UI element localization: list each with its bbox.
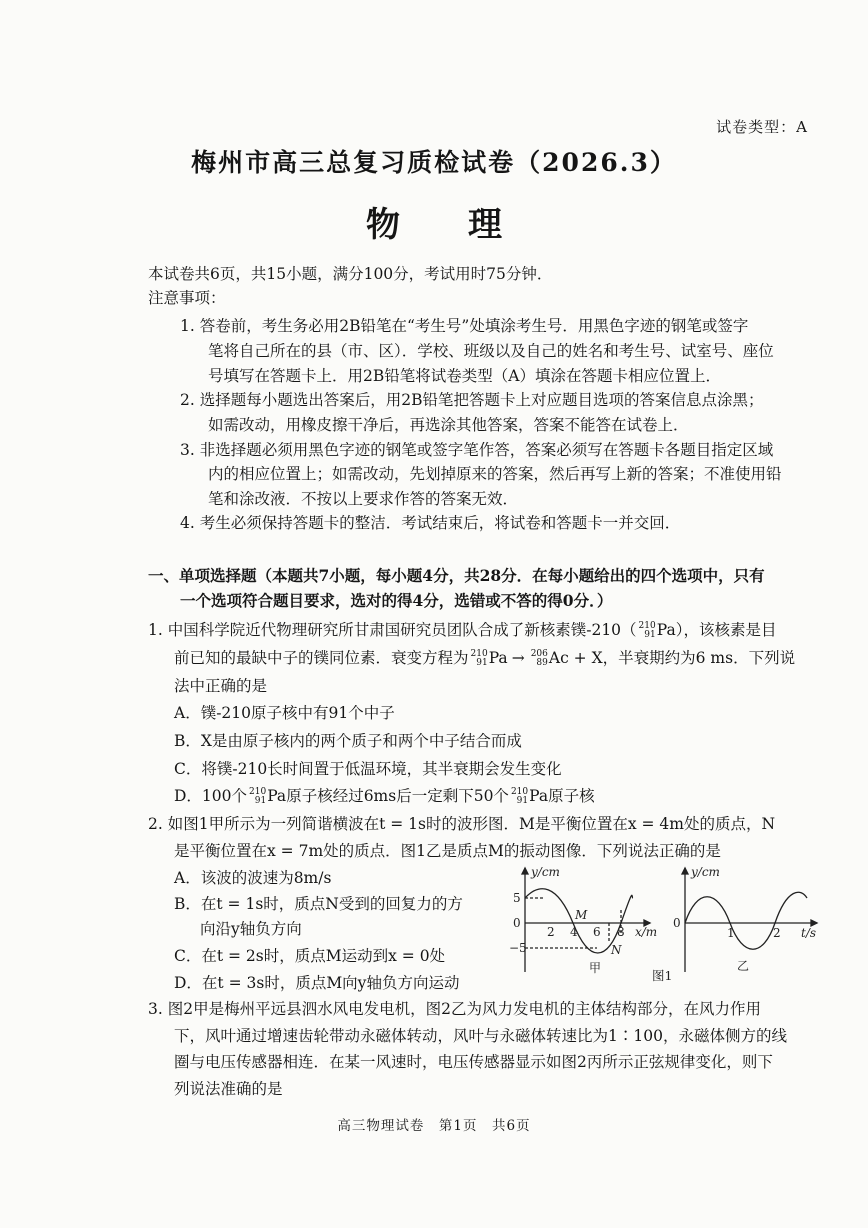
notice-line: 笔和涂改液．不按以上要求作答的答案无效．: [208, 490, 519, 508]
q1-text: 原子核: [548, 787, 595, 805]
point-m-label: M: [575, 908, 588, 922]
point-n-label: N: [611, 943, 622, 957]
q1-line1: [148, 620, 776, 640]
notice-line: 3. 非选择题必须用黑色字迹的钢笔或签字笔作答，答案必须写在答题卡各题目指定区域: [180, 441, 774, 459]
subject-char-2: 理: [468, 205, 502, 245]
q2-line1: 2. 如图1甲所示为一列简谐横波在t = 1s时的波形图．M是平衡位置在x = 4m处的质点，N: [148, 815, 776, 833]
atomic-number: 89: [536, 658, 548, 668]
q3-line1: 3. 图2甲是梅州平远县泗水风电发电机，图2乙为风力发电机的主体结构部分，在风力作用: [148, 1000, 761, 1018]
q2-option-c: C．在t = 2s时，质点M运动到x = 0处: [174, 947, 446, 965]
figure-1: [505, 862, 825, 992]
y-axis-label: y/cm: [691, 865, 720, 879]
q1-text: 前已知的最缺中子的镤同位素．衰变方程为: [174, 649, 469, 667]
y-axis-arrow: [682, 868, 688, 874]
nuclide-pa: [511, 788, 528, 806]
y-tick-label: −5: [509, 941, 527, 955]
mass-number: 210: [249, 787, 267, 797]
page-footer: 高三物理试卷 第1页 共6页: [337, 1118, 531, 1134]
section-heading: 一、单项选择题（本题共7小题，每小题4分，共28分．在每小题给出的四个选项中，只有: [148, 566, 765, 585]
figure-caption: 图1: [652, 968, 673, 983]
q2-option-d: D．在t = 3s时，质点M向y轴负方向运动: [174, 974, 460, 992]
q1-text: ），该核素是目: [675, 621, 777, 639]
nuclide-pa: [249, 788, 266, 806]
y-tick-label: 5: [513, 891, 521, 905]
y-axis-label: y/cm: [531, 865, 560, 879]
x-tick-label: 4: [570, 925, 578, 939]
q1-option-b: B．X是由原子核内的两个质子和两个中子结合而成: [174, 732, 522, 750]
q2-option-b-cont: 向沿y轴负方向: [200, 920, 302, 938]
atomic-number: 91: [476, 658, 488, 668]
q3-line2: 下，风叶通过增速齿轮带动永磁体转动，风叶与永磁体转速比为1∶100，永磁体侧方的线: [174, 1027, 787, 1045]
t-tick-label: 1: [727, 926, 735, 940]
q1-text: 1. 中国科学院近代物理研究所甘肃国研究员团队合成了新核素镤-210（: [148, 621, 637, 639]
notice-line: 内的相应位置上；如需改动，先划掉原来的答案，然后再写上新的答案；不准使用铅: [208, 465, 782, 483]
q1-text: D．100个: [174, 787, 248, 805]
nuclide-ac: [531, 650, 548, 668]
nuclide-pa: [639, 622, 656, 640]
mass-number: 210: [638, 621, 656, 631]
paper-type-label: 试卷类型：A: [716, 118, 808, 136]
q1-text: Ac + X，半衰期约为6 ms．下列说: [548, 649, 796, 667]
q1-text: 原子核经过6ms后一定剩下50个: [286, 787, 509, 805]
notice-line: 1. 答卷前，考生务必用2B铅笔在“考生号”处填涂考生号．用黑色字迹的钢笔或签字: [180, 317, 749, 335]
notice-line: 4. 考生必须保持答题卡的整洁．考试结束后，将试卷和答题卡一并交回．: [180, 514, 681, 532]
x-tick-label: 6: [593, 925, 601, 939]
q2-option-a: A．该波的波速为8m/s: [174, 869, 332, 887]
atomic-number: 91: [644, 630, 656, 640]
q1-option-a: A．镤-210原子核中有91个中子: [174, 704, 395, 722]
atomic-number: 91: [516, 796, 529, 806]
subject-title: [0, 197, 868, 246]
nuclide-symbol: Pa: [488, 649, 508, 667]
atomic-number: 91: [254, 796, 267, 806]
nuclide-symbol: Pa: [267, 787, 287, 805]
t-tick-label: 2: [773, 926, 781, 940]
y-axis-arrow: [522, 868, 528, 874]
figure-1-yi-labels: [673, 865, 816, 973]
t-axis-label: t/s: [801, 926, 817, 940]
y-tick-label: 0: [513, 916, 521, 930]
nuclide-pa: [471, 650, 488, 668]
notice-heading: 注意事项：: [148, 289, 226, 307]
q1-option-d: [174, 786, 595, 806]
subject-char-1: 物: [366, 205, 400, 245]
figure-1-jia-labels: [509, 865, 657, 975]
mass-number: 210: [510, 787, 529, 797]
x-tick-label: 8: [617, 925, 625, 939]
q3-line4: 列说法准确的是: [174, 1080, 283, 1098]
q1-line2: [174, 648, 795, 668]
notice-line: 2. 选择题每小题选出答案后，用2B铅笔把答题卡上对应题目选项的答案信息点涂黑；: [180, 391, 764, 409]
origin-label: 0: [673, 916, 681, 930]
notice-line: 如需改动，用橡皮擦干净后，再选涂其他答案，答案不能答在试卷上．: [208, 416, 689, 434]
nuclide-symbol: Pa: [529, 787, 549, 805]
q2-line2: 是平衡位置在x = 7m处的质点．图1乙是质点M的振动图像．下列说法正确的是: [174, 842, 721, 860]
mass-number: 210: [470, 649, 488, 659]
notice-line: 笔将自己所在的县（市、区）．学校、班级以及自己的姓名和考生号、试室号、座位: [208, 342, 774, 360]
q1-line3: 法中正确的是: [174, 677, 268, 695]
x-tick-label: 2: [547, 925, 555, 939]
vibration-curve: [685, 892, 807, 949]
section-heading-cont: 一个选项符合题目要求，选对的得4分，选错或不答的得0分．）: [180, 591, 613, 610]
mass-number: 206: [530, 649, 548, 659]
nuclide-symbol: Pa: [656, 621, 676, 639]
notice-line: 号填写在答题卡上．用2B铅笔将试卷类型（A）填涂在答题卡相应位置上．: [208, 367, 721, 385]
sub-caption: 甲: [589, 961, 602, 975]
q2-option-b: B．在t = 1s时，质点N受到的回复力的方: [174, 895, 463, 913]
exam-title: 梅州市高三总复习质检试卷（2026.3）: [191, 148, 677, 177]
x-axis-label: x/m: [635, 925, 658, 939]
q1-option-c: C．将镤-210长时间置于低温环境，其半衰期会发生变化: [174, 760, 562, 778]
q3-line3: 圈与电压传感器相连．在某一风速时，电压传感器显示如图2丙所示正弦规律变化，则下: [174, 1053, 773, 1071]
decay-arrow: →: [511, 649, 525, 667]
sub-caption: 乙: [737, 959, 750, 973]
intro-text: 本试卷共6页，共15小题，满分100分，考试用时75分钟．: [148, 265, 553, 283]
figure-1-yi: [682, 868, 817, 972]
